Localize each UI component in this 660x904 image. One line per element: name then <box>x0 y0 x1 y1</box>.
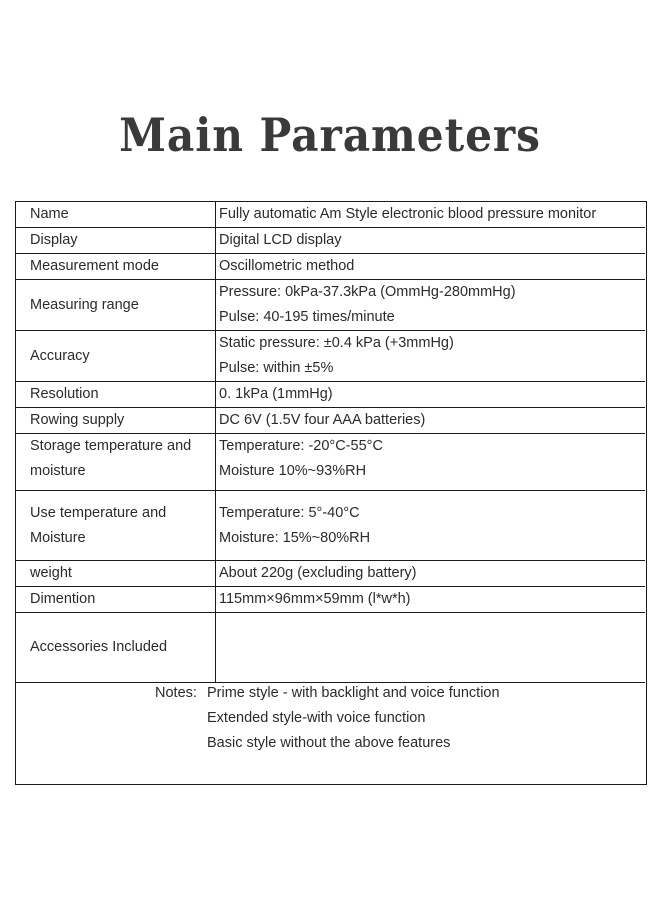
table-row <box>16 408 645 434</box>
param-key: Accessories Included <box>16 613 216 683</box>
notes-label: Notes: <box>155 685 197 701</box>
param-value <box>216 613 646 683</box>
parameters-sheet <box>15 201 647 785</box>
param-value: Pressure: 0kPa-37.3kPa (OmmHg-280mmHg) Pulse: 40-195 times/minute <box>216 280 646 331</box>
param-key: Measurement mode <box>16 254 216 280</box>
page-title: Main Parameters <box>119 108 541 162</box>
table-row <box>16 280 645 331</box>
table-row <box>16 561 645 587</box>
table-row <box>16 254 645 280</box>
table-row <box>16 228 645 254</box>
param-value: Static pressure: ±0.4 kPa (+3mmHg) Pulse: within ±5% <box>216 331 646 382</box>
param-key: Measuring range <box>16 280 216 331</box>
notes-section <box>16 678 645 784</box>
table-row <box>16 382 645 408</box>
param-value: Oscillometric method <box>216 254 646 280</box>
param-value: Temperature: -20°C-55°C Moisture 10%~93%RH <box>216 434 646 491</box>
parameters-table <box>16 202 645 683</box>
param-value: DC 6V (1.5V four AAA batteries) <box>216 408 646 434</box>
param-value: 115mm×96mm×59mm (l*w*h) <box>216 587 646 613</box>
param-value: 0. 1kPa (1mmHg) <box>216 382 646 408</box>
table-row <box>16 491 645 561</box>
note-line: Basic style without the above features <box>207 735 451 751</box>
param-key: weight <box>16 561 216 587</box>
param-key: Dimention <box>16 587 216 613</box>
table-row <box>16 202 645 228</box>
param-value: About 220g (excluding battery) <box>216 561 646 587</box>
param-key: Use temperature and Moisture <box>16 491 216 561</box>
note-line: Extended style-with voice function <box>207 710 426 726</box>
table-row <box>16 434 645 491</box>
notes-list <box>207 681 500 756</box>
param-key: Display <box>16 228 216 254</box>
table-row <box>16 587 645 613</box>
param-key: Storage temperature and moisture <box>16 434 216 491</box>
param-value: Temperature: 5°-40°C Moisture: 15%~80%RH <box>216 491 646 561</box>
param-value: Digital LCD display <box>216 228 646 254</box>
table-row <box>16 613 645 683</box>
param-key: Name <box>16 202 216 228</box>
table-row <box>16 331 645 382</box>
note-line: Prime style - with backlight and voice function <box>207 685 500 701</box>
param-key: Rowing supply <box>16 408 216 434</box>
param-key: Accuracy <box>16 331 216 382</box>
param-key: Resolution <box>16 382 216 408</box>
param-value: Fully automatic Am Style electronic blood pressure monitor <box>216 202 646 228</box>
